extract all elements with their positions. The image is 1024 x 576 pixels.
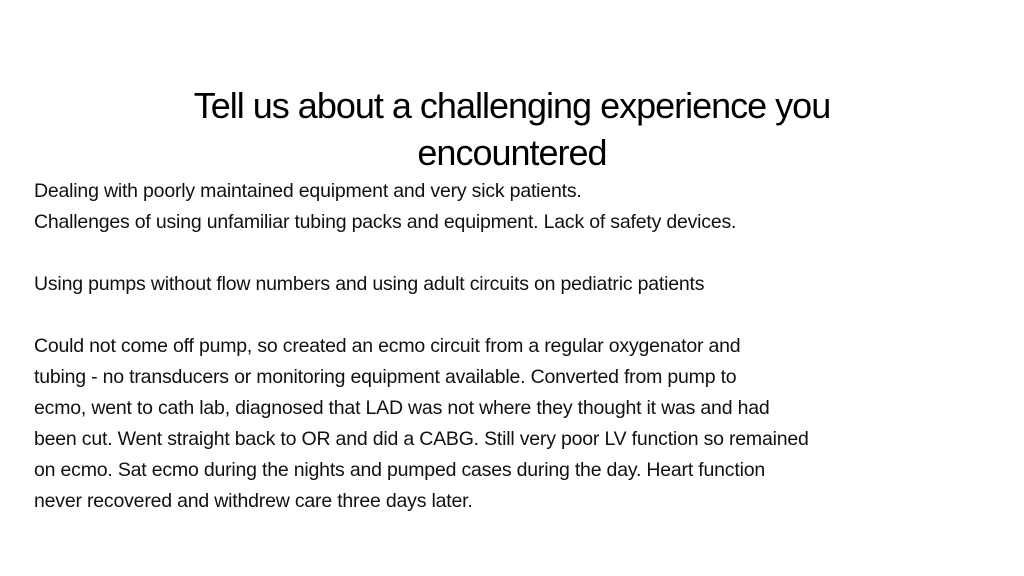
body-line: tubing - no transducers or monitoring equipment available. Converted from pump to	[34, 366, 737, 388]
body-line: ecmo, went to cath lab, diagnosed that LAD was not where they thought it was and had	[34, 397, 770, 419]
body-line: Challenges of using unfamiliar tubing packs and equipment. Lack of safety devices.	[34, 211, 737, 233]
body-line: Could not come off pump, so created an ecmo circuit from a regular oxygenator and	[34, 335, 741, 357]
body-line: Using pumps without flow numbers and using adult circuits on pediatric patients	[34, 273, 705, 295]
slide-title	[60, 82, 964, 176]
body-line: on ecmo. Sat ecmo during the nights and pumped cases during the day. Heart function	[34, 459, 765, 481]
body-line: been cut. Went straight back to OR and did a CABG. Still very poor LV function so remained	[34, 428, 809, 450]
title-line-1: Tell us about a challenging experience you	[193, 85, 831, 126]
slide-body	[34, 176, 992, 517]
body-line: never recovered and withdrew care three days later.	[34, 490, 473, 512]
blank-line	[34, 238, 992, 269]
body-line: Dealing with poorly maintained equipment and very sick patients.	[34, 180, 582, 202]
title-line-2: encountered	[417, 132, 607, 173]
blank-line	[34, 300, 992, 331]
